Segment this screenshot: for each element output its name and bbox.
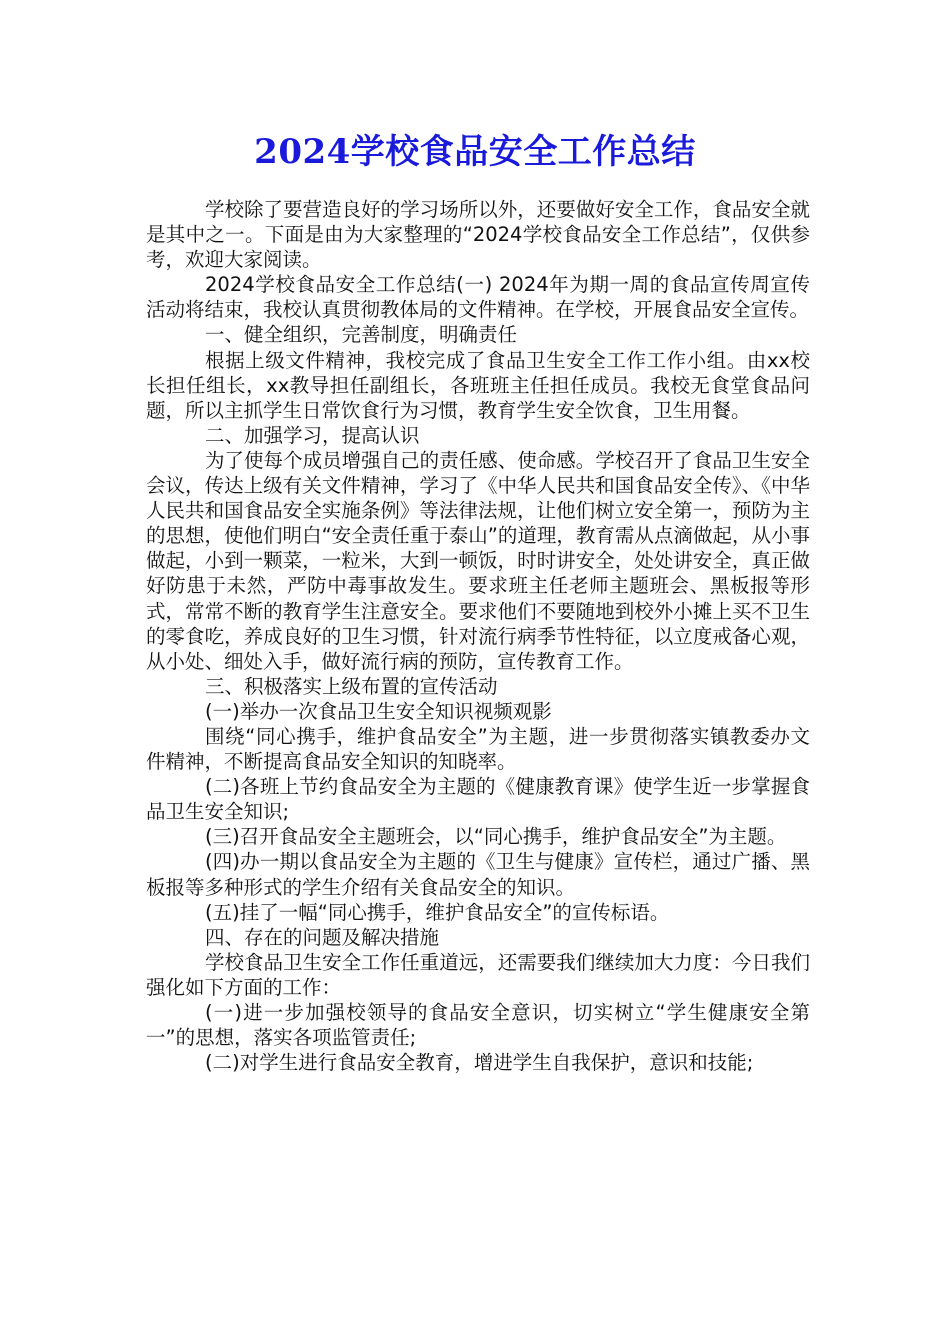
document-body [146,197,810,1075]
paragraph-section-1: 根据上级文件精神，我校完成了食品卫生安全工作工作小组。由xx校长担任组长，xx教导担任副组长，各班班主任担任成员。我校无食堂食品问题，所以主抓学生日常饮食行为习惯，教育学生安全饮食，卫生用餐。 [146,348,810,422]
heading-section-1: 一、健全组织，完善制度，明确责任 [205,323,518,347]
list-item-3-5: (五)挂了一幅“同心携手，维护食品安全”的宣传标语。 [205,900,670,924]
document-title: 2024学校食品安全工作总结 [254,132,696,172]
list-item-3-1: (一)举办一次食品卫生安全知识视频观影 [205,699,552,723]
paragraph-3-1: 围绕“同心携手，维护食品安全”为主题，进一步贯彻落实镇教委办文件精神，不断提高食品安全知识的知晓率。 [146,724,810,774]
list-item-3-2: (二)各班上节约食品安全为主题的《健康教育课》使学生近一步掌握食品卫生安全知识; [146,775,810,824]
list-item-3-3: (三)召开食品安全主题班会，以“同心携手，维护食品安全”为主题。 [205,825,787,849]
list-item-3-4: (四)办一期以食品安全为主题的《卫生与健康》宣传栏，通过广播、黑板报等多种形式的学生介绍有关食品安全的知识。 [146,850,810,899]
paragraph-section-4: 学校食品卫生安全工作任重道远，还需要我们继续加大力度：今日我们强化如下方面的工作： [146,950,810,999]
paragraph-section-2: 为了使每个成员增强自己的责任感、使命感。学校召开了食品卫生安全会议，传达上级有关文件精神，学习了《中华人民共和国食品安全传》、《中华人民共和国食品安全实施条例》等法律法规，让他们树立安全第一，预防为主的思想，使他们明白“安全责任重于泰山”的道理，教育需从点滴做起，从小事做起，小到一颗菜，一粒米，大到一顿饭，时时讲安全，处处讲安全，真正做好防患于未然，严防中毒事故发生。要求班主任老师主题班会、黑板报等形式，常常不断的教育学生注意安全。要求他们不要随地到校外小摊上买不卫生的零食吃，养成良好的卫生习惯，针对流行病季节性特征，以立度戒备心观，从小处、细处入手，做好流行病的预防，宣传教育工作。 [146,448,810,673]
heading-section-4: 四、存在的问题及解决措施 [205,925,440,949]
paragraph-intro: 学校除了要营造良好的学习场所以外，还要做好安全工作，食品安全就是其中之一。下面是由为大家整理的“2024学校食品安全工作总结”，仅供参考，欢迎大家阅读。 [146,198,810,272]
heading-section-3: 三、积极落实上级布置的宣传活动 [205,674,498,698]
list-item-4-2: (二)对学生进行食品安全教育，增进学生自我保护，意识和技能; [205,1051,754,1075]
paragraph-summary-one: 2024学校食品安全工作总结(一) 2024年为期一周的食品宣传周宣传活动将结束，我校认真贯彻教体局的文件精神。在学校，开展食品安全宣传。 [146,273,810,322]
list-item-4-1: (一)进一步加强校领导的食品安全意识，切实树立“学生健康安全第一”的思想，落实各项监管责任; [146,1001,810,1050]
heading-section-2: 二、加强学习，提高认识 [205,423,420,447]
